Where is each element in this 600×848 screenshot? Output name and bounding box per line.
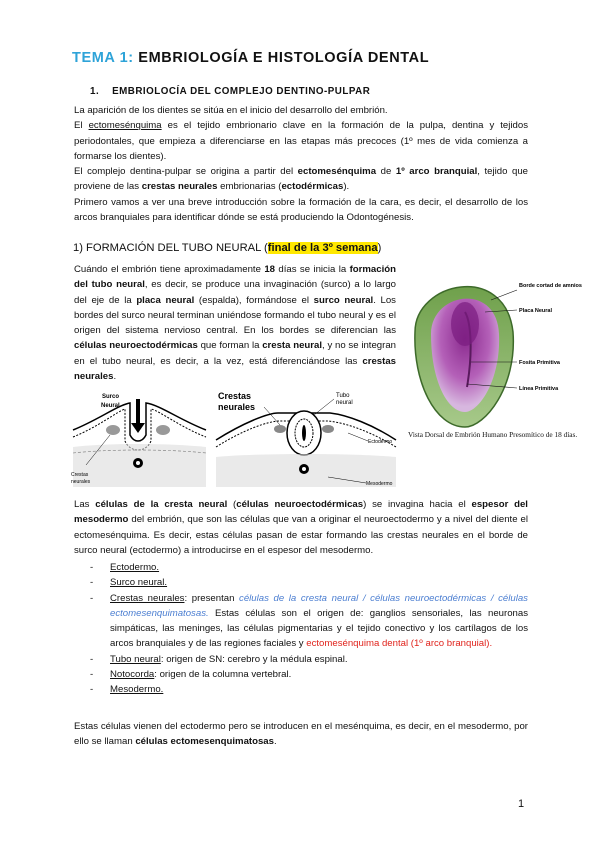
label-tubo-2: neural	[336, 400, 353, 406]
diagram-svg	[68, 385, 398, 495]
t: células de la cresta neural / células neuroectodérmicas / células ectomesenquimatosas.	[110, 592, 528, 619]
label-amnion: Borde cortad de amnios	[519, 283, 582, 289]
label-neural: Neural	[101, 403, 120, 409]
section2-title: 1) FORMACIÓN DEL TUBO NEURAL (	[73, 242, 268, 254]
section-heading-1	[90, 86, 370, 97]
t: Notocorda	[110, 669, 155, 681]
t: células neuroectodérmicas	[74, 340, 198, 352]
embryo-illustration	[405, 262, 590, 437]
neural-tube-diagram	[68, 385, 398, 495]
crest-cells-right	[322, 425, 334, 433]
neural-crest-blob-right	[156, 425, 170, 435]
t: Ectodermo.	[110, 562, 160, 573]
t: crestas neurales	[74, 355, 396, 383]
label-crestas-left-1: Crestas	[71, 472, 89, 478]
t: células neuroectodérmicas	[236, 499, 364, 510]
intro-p2	[74, 118, 528, 164]
t: Tubo neural	[110, 653, 161, 665]
t: que forman la	[197, 340, 263, 352]
t: Surco neural.	[110, 577, 168, 589]
t: .	[273, 736, 277, 748]
t: , tejido que proviene de las	[74, 166, 528, 193]
label-tubo-1: Tubo	[336, 393, 350, 399]
neural-tube-text	[74, 262, 396, 384]
t: , es decir, se produce una invaginación (surco) a lo largo del eje de la	[74, 279, 397, 306]
cephalic-region-shape	[451, 302, 479, 346]
t: El complejo dentina-pulpar se origina a partir del	[74, 166, 298, 178]
list-item	[74, 652, 528, 667]
t: .	[113, 371, 117, 383]
title-text: EMBRIOLOGÍA E HISTOLOGÍA DENTAL	[133, 50, 430, 66]
section2-highlight: final de la 3º semana	[267, 242, 378, 254]
t: ) se invagina hacia el	[363, 499, 472, 510]
t: ectodérmicas	[281, 181, 344, 193]
t: : origen de SN: cerebro y la médula espinal.	[160, 653, 348, 665]
intro-p2-a: El	[74, 120, 89, 132]
t: surco neural	[313, 294, 374, 306]
title-number: TEMA 1:	[72, 50, 134, 66]
t: Cuándo el embrión tiene aproximadamente	[74, 264, 265, 275]
t: ectomesénquima	[297, 166, 377, 178]
t: : origen de la columna vertebral.	[154, 669, 292, 681]
list-item	[74, 560, 528, 575]
label-mesodermo: Mesodermo	[366, 481, 393, 487]
t: días se inicia la	[275, 264, 350, 275]
closing-paragraph	[74, 719, 528, 750]
t: embrionarias (	[217, 181, 282, 193]
t: células de la cresta neural	[95, 499, 228, 510]
t: crestas neurales	[141, 181, 218, 193]
label-primitive-pit: Fosita Primitiva	[519, 360, 560, 366]
label-primitive-line: Línea Primitiva	[519, 386, 559, 392]
section2-close: )	[377, 242, 382, 254]
page-number: 1	[518, 798, 525, 810]
list-item	[74, 591, 528, 652]
embryo-caption: Vista Dorsal de Embrión Humano Presomítico de 18 días.	[408, 430, 578, 439]
list-item	[74, 667, 528, 682]
t: 18	[264, 264, 275, 275]
notochord-right-inner	[302, 467, 306, 471]
leader-line	[348, 433, 368, 441]
section-title: EMBRIOLOCÍA DEL COMPLEJO DENTINO-PULPAR	[112, 86, 371, 97]
intro-p4: Primero vamos a ver una breve introducción sobre la formación de la cara, es decir, el desarrollo de los arcos branquiales para identificar dónde se está produciendo la Odontogénesis.	[74, 196, 528, 224]
t: Estas células vienen del ectodermo pero se introducen en el mesénquima, es decir, en el mesodermo, por ello se llaman	[74, 721, 528, 748]
embryo-figure	[405, 262, 590, 437]
label-crestas-left-2: neurales	[71, 479, 91, 485]
crest-cells-left	[274, 425, 286, 433]
cresta-paragraph	[74, 497, 528, 558]
structures-list	[74, 560, 528, 698]
t: de	[376, 166, 396, 178]
label-neural-plate: Placa Neural	[519, 308, 553, 314]
intro-p2-term: ectomesénquima	[88, 120, 162, 132]
label-crestas-2: neurales	[218, 402, 256, 412]
intro-p1: La aparición de los dientes se sitúa en el inicio del desarrollo del embrión.	[74, 105, 388, 116]
neural-canal	[302, 425, 306, 441]
t: (espalda), formándose el	[194, 294, 314, 306]
notochord-left-inner	[136, 461, 140, 465]
t: espesor del mesodermo	[74, 499, 528, 526]
t: cresta neural	[262, 340, 323, 352]
t: : presentan	[184, 592, 240, 604]
intro-p3	[74, 164, 528, 195]
t: ectomesénquima dental (1º arco branquial).	[306, 638, 493, 650]
label-surco: Surco	[102, 394, 120, 400]
intro-block	[74, 103, 528, 225]
t: células ectomesenquimatosas	[135, 736, 274, 748]
t: formación del tubo neural	[74, 264, 396, 291]
t: , y no se integran en el tubo neural, es decir, a la vez, está diferenciándose las	[74, 340, 396, 367]
t: Las	[74, 499, 96, 510]
t: Crestas neurales	[110, 592, 185, 604]
section-number: 1.	[90, 86, 100, 97]
t: 1º arco branquial	[395, 166, 478, 178]
cresta-text	[74, 497, 528, 558]
t: Estas células son el origen de: ganglios sensoriales, las neuronas simpáticas, las meninges, las células pigmentarias y el tejido conectivo y los cartílagos de los arcos branquiales y de las regiones faciales y	[110, 607, 528, 650]
t: (	[227, 499, 237, 510]
closing-text	[74, 719, 528, 750]
t: ).	[343, 181, 350, 193]
arrow-head-icon	[131, 423, 145, 433]
neural-crest-blob-left	[106, 425, 120, 435]
list-item	[74, 682, 528, 697]
list-item	[74, 575, 528, 590]
label-crestas-1: Crestas	[218, 391, 252, 401]
intro-p2-b: es el tejido embrionario clave en la formación de la pulpa, dentina y tejidos periodontales, que empieza a diferenciarse en las etapas más precoces (1º mes de vida comienza a formarse los dientes).	[74, 120, 529, 162]
page-title	[72, 50, 429, 66]
neural-tube-paragraph	[74, 262, 396, 384]
label-ectodermo: Ectodermo	[368, 439, 393, 445]
t: placa neural	[136, 294, 195, 306]
t: del embrión, que son las células que van a originar el neuroectodermo y a nivel del diente el ectomesénquima. Es decir, estas células pasan de estar formando las crestas neurales en el borde de surco neural (ectodermo) a introducirse en el espesor del mesodermo.	[74, 514, 528, 556]
section-heading-2	[73, 242, 381, 254]
t: . Los bordes del surco neural terminan uniéndose formando el tubo neural y es el origen del sistema nervioso central. En los bordes se diferencian las	[74, 294, 396, 337]
t: Mesodermo.	[110, 684, 164, 696]
